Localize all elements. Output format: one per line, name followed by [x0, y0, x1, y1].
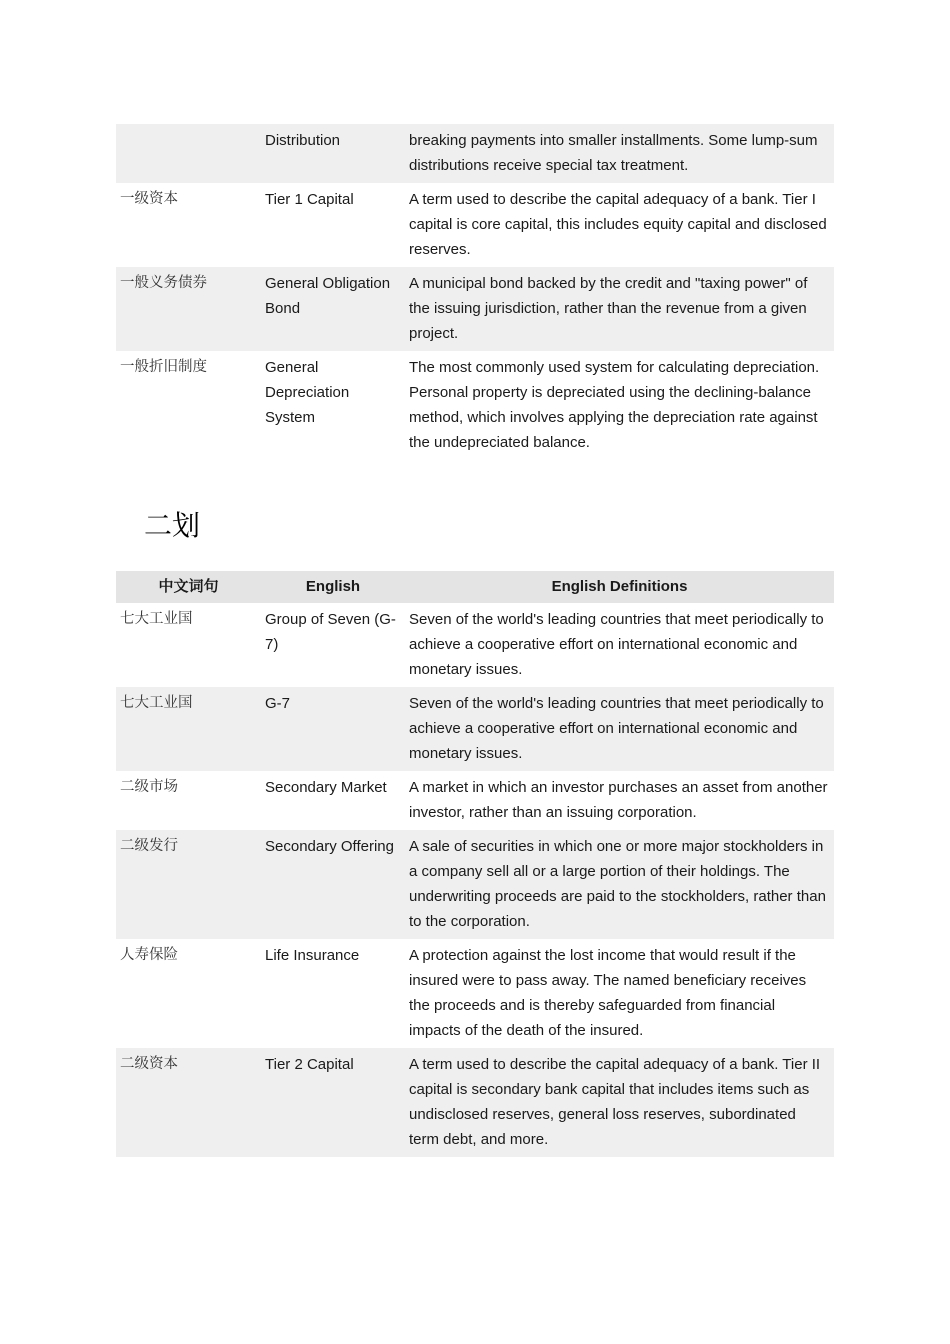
chinese-term: 二级发行 — [116, 830, 261, 939]
english-definition: Seven of the world's leading countries that meet periodically to achieve a cooperative effort on international economic and monetary issues. — [409, 611, 824, 678]
english-definition: breaking payments into smaller installments. Some lump-sum distributions receive special tax treatment. — [405, 124, 834, 183]
english-term: General Depreciation System — [265, 359, 350, 426]
table-row — [116, 771, 834, 830]
chinese-term: 一般义务债券 — [116, 267, 261, 351]
header-english: English — [261, 571, 405, 603]
table-row — [116, 1048, 834, 1157]
chinese-term: 七大工业国 — [116, 687, 261, 771]
english-term: Tier 2 Capital — [261, 1048, 405, 1157]
english-definition: A market in which an investor purchases an asset from another investor, rather than an issuing corporation. — [409, 779, 828, 821]
header-definitions: English Definitions — [405, 571, 834, 603]
table-row — [116, 124, 834, 183]
table-row — [116, 267, 834, 351]
chinese-term: 二级资本 — [116, 1048, 261, 1157]
english-definition: The most commonly used system for calculating depreciation. Personal property is depreciated using the declining-balance method, which involves applying the depreciation rate against the undepreciated balance. — [409, 359, 820, 451]
table-row — [116, 351, 834, 460]
chinese-term: 一般折旧制度 — [120, 359, 207, 375]
chinese-term: 七大工业国 — [120, 611, 193, 627]
table-row — [116, 830, 834, 939]
section-heading: 二划 — [144, 509, 201, 542]
glossary-table-continued — [116, 124, 834, 460]
table-row — [116, 939, 834, 1048]
english-term: Distribution — [261, 124, 405, 183]
glossary-table — [116, 571, 834, 1157]
english-term: Secondary Offering — [261, 830, 405, 939]
header-chinese: 中文词句 — [116, 571, 261, 603]
table-row — [116, 687, 834, 771]
english-definition: Seven of the world's leading countries that meet periodically to achieve a cooperative effort on international economic and monetary issues. — [405, 687, 834, 771]
english-definition: A sale of securities in which one or more major stockholders in a company sell all or a large portion of their holdings. The underwriting proceeds are paid to the stockholders, rather than to the corporation. — [405, 830, 834, 939]
english-term: Group of Seven (G-7) — [265, 611, 396, 653]
english-definition: A term used to describe the capital adequacy of a bank. Tier I capital is core capital, this includes equity capital and disclosed reserves. — [409, 191, 827, 258]
english-definition: A term used to describe the capital adequacy of a bank. Tier II capital is secondary bank capital that includes items such as undisclosed reserves, general loss reserves, subordinated term debt, and more. — [405, 1048, 834, 1157]
english-definition: A protection against the lost income that would result if the insured were to pass away. The named beneficiary receives the proceeds and is thereby safeguarded from financial impacts of the death of the insured. — [409, 947, 807, 1039]
table-header-row — [116, 571, 834, 603]
chinese-term: 人寿保险 — [120, 947, 178, 963]
chinese-term — [116, 124, 261, 183]
english-term: Tier 1 Capital — [265, 191, 354, 208]
english-definition: A municipal bond backed by the credit and "taxing power" of the issuing jurisdiction, rather than the revenue from a given project. — [405, 267, 834, 351]
english-term: Life Insurance — [265, 947, 360, 964]
table-row — [116, 603, 834, 687]
english-term: G-7 — [261, 687, 405, 771]
chinese-term: 二级市场 — [120, 779, 178, 795]
chinese-term: 一级资本 — [120, 191, 178, 207]
english-term: General Obligation Bond — [261, 267, 405, 351]
table-row — [116, 183, 834, 267]
english-term: Secondary Market — [265, 779, 387, 796]
